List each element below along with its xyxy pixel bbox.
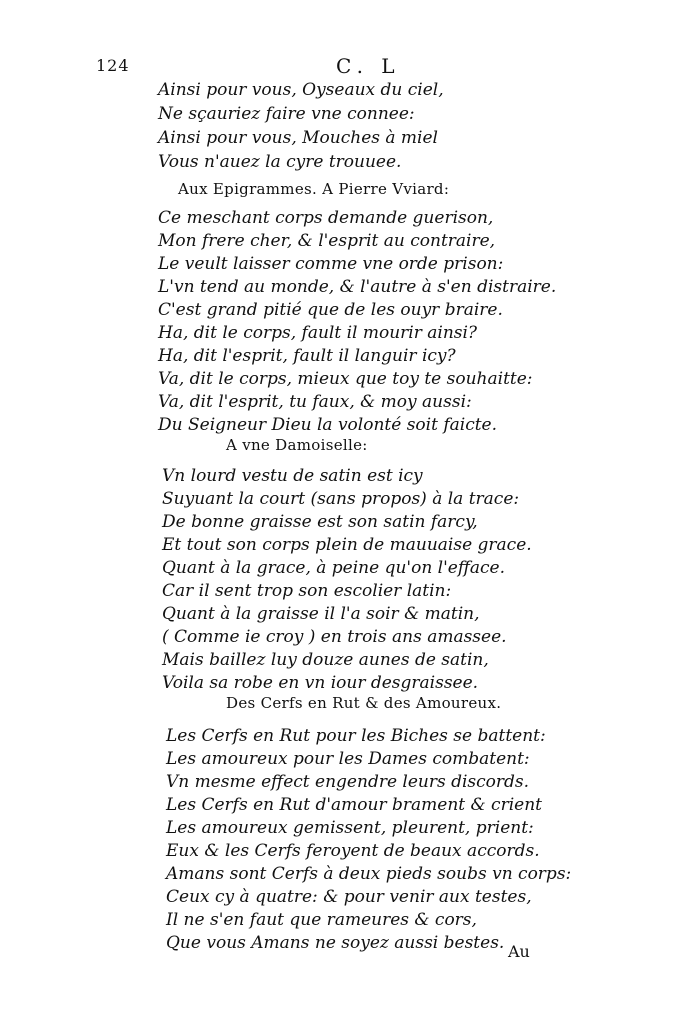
running-head: C. L: [336, 54, 401, 78]
verse-line: Ce meschant corps demande guerison,: [158, 208, 494, 228]
verse-line: Amans sont Cerfs à deux pieds soubs vn corps:: [166, 864, 572, 884]
verse-line: Va, dit l'esprit, tu faux, & moy aussi:: [158, 392, 472, 412]
verse-line: Et tout son corps plein de mauuaise grace.: [162, 535, 532, 555]
verse-line: L'vn tend au monde, & l'autre à s'en distraire.: [158, 277, 557, 297]
page-number: 124: [96, 56, 130, 75]
poem-title: Des Cerfs en Rut & des Amoureux.: [226, 694, 502, 712]
verse-line: Car il sent trop son escolier latin:: [162, 581, 452, 601]
verse-line: Ha, dit l'esprit, fault il languir icy?: [158, 346, 456, 366]
verse-line: Quant à la grace, à peine qu'on l'efface.: [162, 558, 506, 578]
verse-line: Les Cerfs en Rut d'amour brament & crient: [166, 795, 542, 815]
verse-line: Voila sa robe en vn iour desgraissee.: [162, 673, 479, 693]
verse-line: Vn lourd vestu de satin est icy: [162, 466, 423, 486]
verse-line: ( Comme ie croy ) en trois ans amassee.: [162, 627, 507, 647]
verse-line: Ceux cy à quatre: & pour venir aux testes,: [166, 887, 532, 907]
verse-line: Les amoureux gemissent, pleurent, prient:: [166, 818, 534, 838]
verse-line: Vn mesme effect engendre leurs discords.: [166, 772, 530, 792]
verse-line: Vous n'auez la cyre trouuee.: [158, 152, 402, 172]
verse-line: Ainsi pour vous, Mouches à miel: [158, 128, 438, 148]
verse-line: Le veult laisser comme vne orde prison:: [158, 254, 504, 274]
verse-line: De bonne graisse est son satin farcy,: [162, 512, 478, 532]
verse-line: Les Cerfs en Rut pour les Biches se battent:: [166, 726, 546, 746]
catchword: Au: [508, 942, 530, 961]
verse-line: Il ne s'en faut que rameures & cors,: [166, 910, 477, 930]
verse-line: Ainsi pour vous, Oyseaux du ciel,: [158, 80, 444, 100]
verse-line: Les amoureux pour les Dames combatent:: [166, 749, 530, 769]
verse-line: Du Seigneur Dieu la volonté soit faicte.: [158, 415, 498, 435]
poem-title: A vne Damoiselle:: [226, 436, 368, 454]
poem-title: Aux Epigrammes. A Pierre Vviard:: [178, 180, 450, 198]
verse-line: Que vous Amans ne soyez aussi bestes.: [166, 933, 505, 953]
verse-line: Quant à la graisse il l'a soir & matin,: [162, 604, 480, 624]
verse-line: Mais baillez luy douze aunes de satin,: [162, 650, 489, 670]
verse-line: Suyuant la court (sans propos) à la trace:: [162, 489, 520, 509]
verse-line: Eux & les Cerfs feroyent de beaux accords.: [166, 841, 540, 861]
verse-line: Va, dit le corps, mieux que toy te souhaitte:: [158, 369, 533, 389]
verse-line: C'est grand pitié que de les ouyr braire.: [158, 300, 503, 320]
verse-line: Mon frere cher, & l'esprit au contraire,: [158, 231, 496, 251]
verse-line: Ha, dit le corps, fault il mourir ainsi?: [158, 323, 478, 343]
verse-line: Ne sçauriez faire vne connee:: [158, 104, 415, 124]
